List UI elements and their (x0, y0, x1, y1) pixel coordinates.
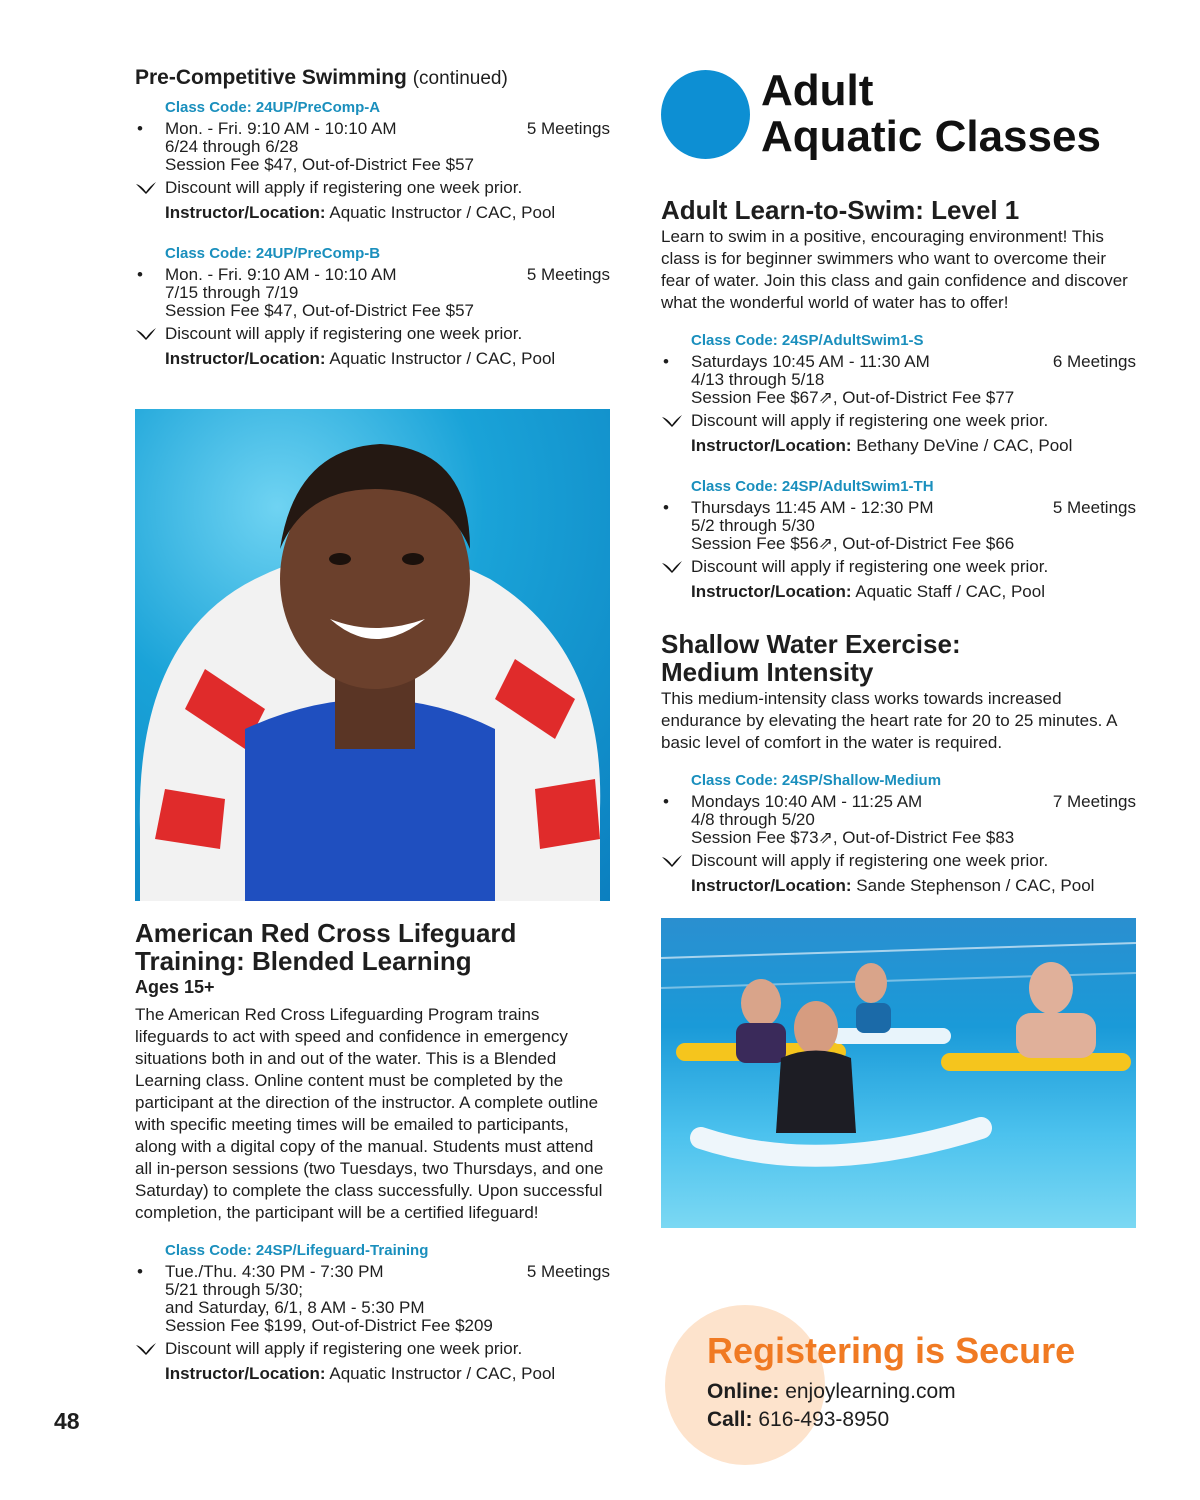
discount-bird-icon (135, 181, 157, 195)
call-label: Call: (707, 1408, 753, 1431)
section-circle-icon (661, 70, 750, 159)
discount-bird-icon (661, 854, 683, 868)
register-online (707, 1380, 956, 1404)
out-district-fee: , Out-of-District Fee $77 (832, 388, 1015, 407)
class-code: Class Code: 24UP/PreComp-A (165, 99, 381, 116)
meetings: 5 Meetings (1052, 498, 1136, 517)
fee: Session Fee $47, Out-of-District Fee $57 (165, 301, 474, 320)
discount-note (691, 851, 1136, 871)
register-call (707, 1408, 889, 1432)
online-label: Online: (707, 1380, 780, 1403)
register-title: Registering is Secure (707, 1330, 1076, 1371)
left-column (135, 66, 610, 1406)
instructor-location (691, 436, 1136, 456)
phone-number[interactable]: 616-493-8950 (758, 1408, 890, 1431)
lifeguard-title-line2: Training: Blended Learning (135, 946, 472, 976)
instructor-location (691, 876, 1136, 896)
shallow-title-line1: Shallow Water Exercise: (661, 629, 961, 659)
section-title-line1: Adult (761, 66, 874, 115)
online-link[interactable]: enjoylearning.com (785, 1380, 956, 1403)
discount-text: Discount will apply if registering one week prior. (165, 178, 523, 197)
shallow-description: This medium-intensity class works towards increased endurance by elevating the heart rate for 20 to 25 minutes. A basic level of comfort in the water is required. (661, 689, 1117, 752)
class-code: Class Code: 24SP/AdultSwim1-S (691, 332, 924, 349)
schedule: Saturdays 10:45 AM - 11:30 AM (691, 352, 930, 371)
dates: 4/13 through 5/18 (691, 370, 825, 389)
instructor-label: Instructor/Location: (165, 349, 326, 368)
instructor-label: Instructor/Location: (165, 1364, 326, 1383)
schedule: Thursdays 11:45 AM - 12:30 PM (691, 498, 934, 517)
schedule: Tue./Thu. 4:30 PM - 7:30 PM (165, 1262, 384, 1281)
discount-text: Discount will apply if registering one week prior. (691, 557, 1049, 576)
instructor-value: Aquatic Instructor / CAC, Pool (329, 349, 556, 368)
dates: 7/15 through 7/19 (165, 283, 299, 302)
instructor-value: Aquatic Instructor / CAC, Pool (329, 1364, 556, 1383)
class-block-shallow (661, 772, 1136, 896)
schedule-row (137, 265, 610, 284)
discount-text: Discount will apply if registering one week prior. (165, 1339, 523, 1358)
fee: Session Fee $199, Out-of-District Fee $209 (165, 1316, 493, 1335)
instructor-value: Aquatic Staff / CAC, Pool (855, 582, 1045, 601)
instructor-location (165, 203, 610, 223)
fee: Session Fee $47, Out-of-District Fee $57 (165, 155, 474, 174)
lifeguard-description: The American Red Cross Lifeguarding Program trains lifeguards to act with speed and confidence in emergency situations both in and out of the water. This is a Blended Learning class. Online content must be completed by the participant at the direction of the instructor. A complete outline with specific meeting times will be emailed to participants, along with a digital copy of the manual. Students must attend all in-person sessions (two Tuesdays, two Thursdays, and one Saturday) to complete the class successfully. Upon successful completion, the participant will be a certified lifeguard! (135, 1005, 604, 1222)
senior-discount-icon: ⇗ (818, 534, 833, 553)
lifeguard-photo (135, 409, 610, 901)
class-block-lifeguard (135, 1242, 610, 1384)
fee (691, 829, 1136, 847)
bullet-icon: • (663, 792, 669, 811)
instructor-label: Instructor/Location: (691, 876, 852, 895)
learn-to-swim-title: Adult Learn-to-Swim: Level 1 (661, 195, 1020, 225)
section-title (761, 68, 1101, 160)
instructor-label: Instructor/Location: (691, 436, 852, 455)
meetings: 7 Meetings (1052, 792, 1136, 811)
section-heading: Pre-Competitive Swimming (135, 66, 407, 89)
shallow-title (661, 630, 1136, 686)
discount-bird-icon (661, 414, 683, 428)
water-exercise-illustration (661, 918, 1136, 1228)
schedule-row (137, 119, 610, 138)
section-title-line2: Aquatic Classes (761, 112, 1101, 161)
discount-note (691, 411, 1136, 431)
discount-note (165, 1339, 610, 1359)
shallow-title-line2: Medium Intensity (661, 657, 874, 687)
class-block-adultswim-th (661, 478, 1136, 602)
discount-text: Discount will apply if registering one week prior. (691, 851, 1049, 870)
discount-note (691, 557, 1136, 577)
right-column (661, 196, 1136, 1228)
out-district-fee: , Out-of-District Fee $83 (832, 828, 1015, 847)
instructor-value: Sande Stephenson / CAC, Pool (856, 876, 1095, 895)
schedule: Mon. - Fri. 9:10 AM - 10:10 AM (165, 265, 397, 284)
class-code: Class Code: 24SP/Shallow-Medium (691, 772, 942, 789)
meetings: 6 Meetings (1052, 352, 1136, 371)
fee (691, 389, 1136, 407)
lifeguard-title-line1: American Red Cross Lifeguard (135, 918, 517, 948)
dates: 6/24 through 6/28 (165, 137, 299, 156)
schedule: Mon. - Fri. 9:10 AM - 10:10 AM (165, 119, 397, 138)
discount-bird-icon (135, 1342, 157, 1356)
senior-discount-icon: ⇗ (818, 388, 833, 407)
instructor-label: Instructor/Location: (165, 203, 326, 222)
discount-text: Discount will apply if registering one week prior. (691, 411, 1049, 430)
discount-note (165, 178, 610, 198)
lifeguard-illustration (135, 409, 610, 901)
continued-label: (continued) (412, 68, 508, 89)
class-code: Class Code: 24SP/Lifeguard-Training (165, 1242, 429, 1259)
ages-label: Ages 15+ (135, 977, 215, 997)
instructor-value: Bethany DeVine / CAC, Pool (856, 436, 1073, 455)
discount-text: Discount will apply if registering one week prior. (165, 324, 523, 343)
bullet-icon: • (663, 498, 669, 517)
schedule: Mondays 10:40 AM - 11:25 AM (691, 792, 923, 811)
session-fee: Session Fee $67 (691, 388, 819, 407)
bullet-icon: • (137, 1262, 143, 1281)
bullet-icon: • (137, 265, 143, 284)
bullet-icon: • (663, 352, 669, 371)
class-code: Class Code: 24UP/PreComp-B (165, 245, 381, 262)
meetings: 5 Meetings (526, 265, 610, 284)
dates: 5/2 through 5/30 (691, 516, 815, 535)
fee (691, 535, 1136, 553)
schedule-row (663, 352, 1136, 371)
discount-bird-icon (135, 327, 157, 341)
discount-note (165, 324, 610, 344)
learn-to-swim-description: Learn to swim in a positive, encouraging environment! This class is for beginner swimmers who want to overcome their fear of water. Join this class and gain confidence and discover what the wonderful world of water has to offer! (661, 227, 1128, 312)
session-fee: Session Fee $73 (691, 828, 819, 847)
instructor-location (691, 582, 1136, 602)
schedule-row (663, 792, 1136, 811)
dates: 5/21 through 5/30; (165, 1280, 304, 1299)
discount-bird-icon (661, 560, 683, 574)
class-block-precomp-a (135, 99, 610, 223)
schedule-row (663, 498, 1136, 517)
instructor-location (165, 1364, 610, 1384)
instructor-value: Aquatic Instructor / CAC, Pool (329, 203, 556, 222)
bullet-icon: • (137, 119, 143, 138)
session-fee: Session Fee $56 (691, 534, 819, 553)
meetings: 5 Meetings (526, 119, 610, 138)
water-exercise-photo (661, 918, 1136, 1228)
saturday-session: and Saturday, 6/1, 8 AM - 5:30 PM (165, 1298, 425, 1317)
meetings: 5 Meetings (526, 1262, 610, 1281)
class-block-precomp-b (135, 245, 610, 369)
page-number: 48 (54, 1408, 80, 1434)
instructor-label: Instructor/Location: (691, 582, 852, 601)
pre-competitive-heading (135, 66, 610, 90)
out-district-fee: , Out-of-District Fee $66 (832, 534, 1015, 553)
class-block-adultswim-s (661, 332, 1136, 456)
senior-discount-icon: ⇗ (818, 828, 833, 847)
instructor-location (165, 349, 610, 369)
schedule-row (137, 1262, 610, 1281)
class-code: Class Code: 24SP/AdultSwim1-TH (691, 478, 934, 495)
dates: 4/8 through 5/20 (691, 810, 815, 829)
lifeguard-title (135, 919, 610, 975)
